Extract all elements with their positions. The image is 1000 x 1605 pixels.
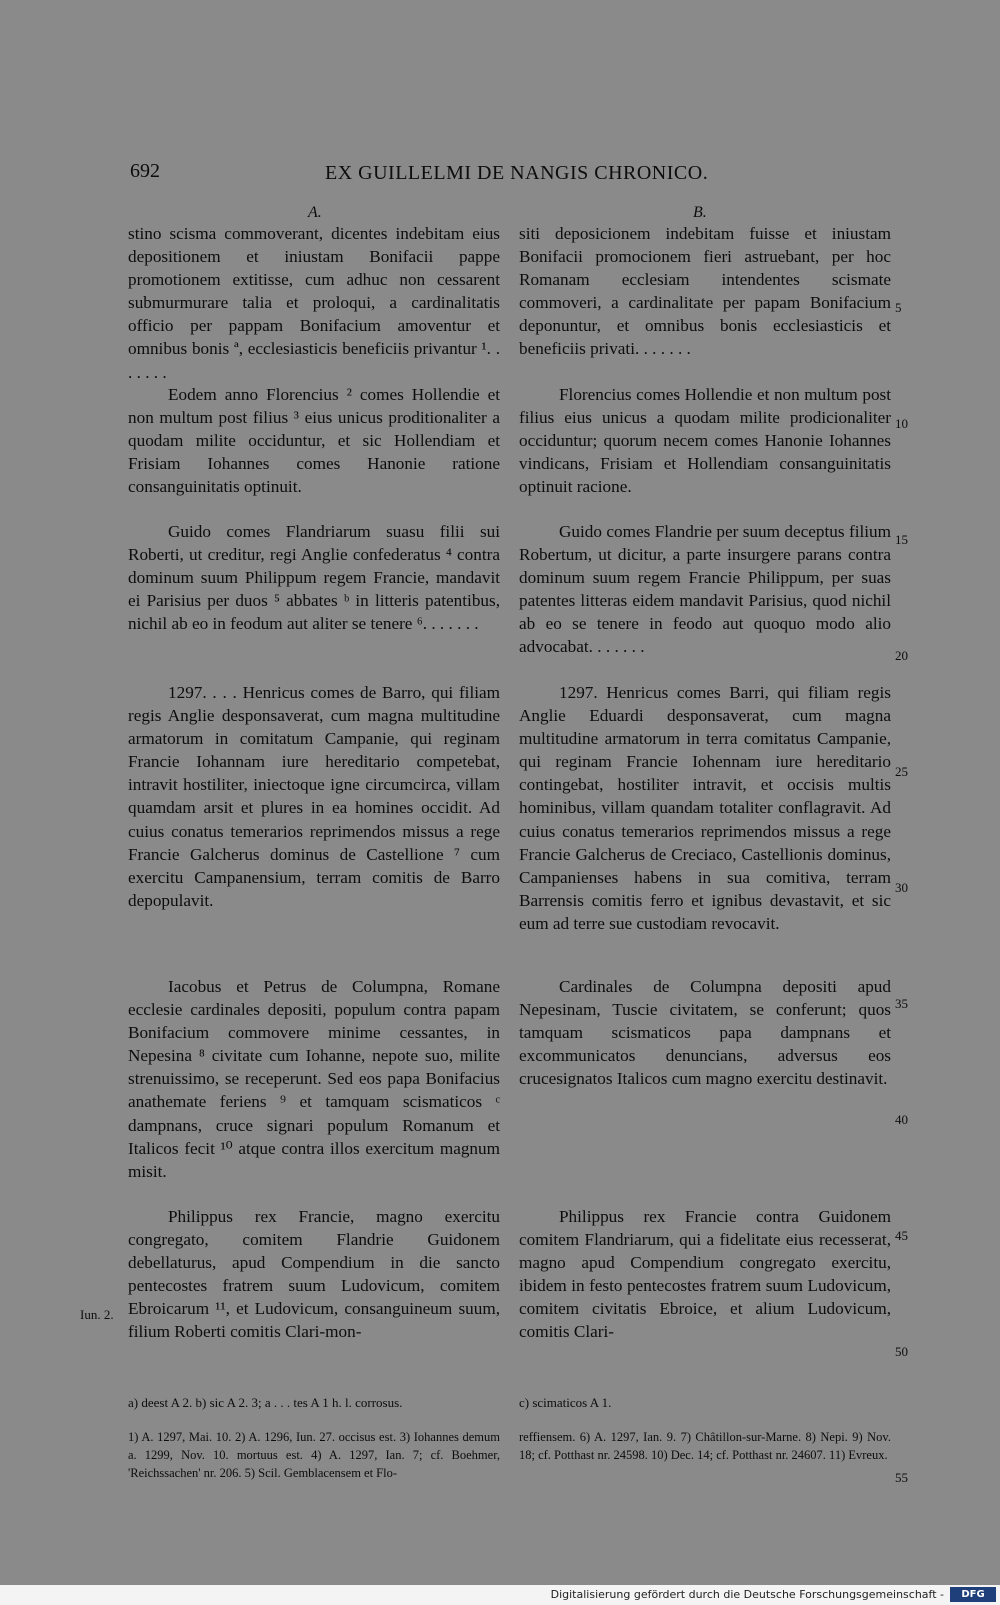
col-a-paragraph: Iacobus et Petrus de Columpna, Romane ecclesie cardinales depositi, populum contra papam Bonifacium commovere minime cessantes, in Nepesina ⁸ civitate cum Iohanne, nepote suo, milite strenuissimo, se receperunt. Sed eos papa Bonifacius anathemate feriens ⁹ et tamquam scismaticos ᶜ dampnans, cruce signari populum Romanum et Italicos fecit ¹⁰ atque contra illos exercitum magnum misit. bbox=[128, 977, 500, 1181]
col-b-paragraph: 1297. Henricus comes Barri, qui filiam regis Anglie Eduardi desponsaverat, cum magna multitudine armatorum in terra comitatus Campanie, qui reginam Francie Iohennam iure hereditario contingebat, hostiliter intravit, et occisis multis hominibus, villam quandam totaliter conflagravit. Ad cuius conatus temerarios reprimendos missus a rege Francie Galcherus de Creciaco, Castellionis dominus, Campanienses habens in sua comitiva, terram Barrensis comitis ferro et ignibus devastavit, et sic eum ad terre sue custodiam revocavit. bbox=[519, 683, 891, 933]
col-a-paragraph: Eodem anno Florencius ² comes Hollendie et non multum post filius ³ eius unicus proditionaliter a quodam milite occiduntur, et sic Hollendiam et Frisiam Iohannes comes Hanonie ratione consanguinitatis optinuit. bbox=[128, 385, 500, 497]
column-b-label: B. bbox=[693, 204, 707, 221]
line-number: 35 bbox=[895, 996, 908, 1011]
critical-notes-a: a) deest A 2. b) sic A 2. 3; a . . . tes A 1 h. l. corrosus. bbox=[128, 1395, 403, 1410]
funding-credit: Digitalisierung gefördert durch die Deutsche Forschungsgemeinschaft - bbox=[550, 1588, 944, 1601]
col-a-paragraph: Guido comes Flandriarum suasu filii sui Roberti, ut creditur, regi Anglie confederatus ⁴ contra dominum suum Philippum regem Francie, mandavit ei Parisius per duos ⁵ abbates ᵇ in litteris patentibus, nichil ab eo in feodum aut aliter se tenere ⁶. . . . . . . bbox=[128, 522, 500, 634]
line-number: 50 bbox=[895, 1344, 908, 1359]
dfg-logo: DFG bbox=[950, 1587, 996, 1602]
line-number: 25 bbox=[895, 764, 908, 779]
critical-notes-b: c) scimaticos A 1. bbox=[519, 1395, 612, 1410]
col-b-paragraph: Florencius comes Hollendie et non multum post filius eius unicus a quodam milite prodicionaliter occiduntur; quorum necem comes Hanonie Iohannes vindicans, Frisiam et Hollendiam consanguinitatis optinuit racione. bbox=[519, 385, 891, 497]
col-b-paragraph: siti deposicionem indebitam fuisse et iniustam Bonifacii promocionem fieri astruebant, per hoc Romanam ecclesiam intendentes scismate commoveri, a cardinalitate per papam Bonifacium deponuntur, et omnibus bonis ecclesiasticis et beneficiis privati. . . . . . . bbox=[519, 224, 891, 359]
line-number: 45 bbox=[895, 1228, 908, 1243]
col-b-paragraph: Philippus rex Francie contra Guidonem comitem Flandriarum, qui a fidelitate eius recesserat, magno apud Compendium congregato exercitu, ibidem in festo pentecostes fratrem suum Ludovicum, comitem civitatis Ebroice, et alium Ludovicum, comitis Clari- bbox=[519, 1207, 891, 1342]
line-number: 20 bbox=[895, 648, 908, 663]
col-a-paragraph: stino scisma commoverant, dicentes indebitam eius depositionem et iniustam Bonifacii pappe promotionem extitisse, cum adhuc non cessarent submurmurare talia et proloqui, a cardinalitatis officio per pappam Bonifacium amoventur et omnibus bonis ª, ecclesiasticis beneficiis privantur ¹. . . . . . . bbox=[128, 224, 500, 382]
line-number: 15 bbox=[895, 532, 908, 547]
footnotes-right: reffiensem. 6) A. 1297, Ian. 9. 7) Châtillon-sur-Marne. 8) Nepi. 9) Nov. 18; cf. Potthast nr. 24598. 10) Dec. 14; cf. Potthast nr. 24607. 11) Evreux. bbox=[519, 1430, 891, 1462]
col-b-paragraph: Guido comes Flandrie per suum deceptus filium Robertum, ut dicitur, a parte insurgere parans contra dominum suum regem Francie Philippum, per suas patentes litteras eidem mandavit Parisius, quod nichil ab eo se tenere in feodo aut quoquo modo alio advocabat. . . . . . . bbox=[519, 522, 891, 657]
page-number: 692 bbox=[130, 160, 160, 182]
column-a-label: A. bbox=[308, 204, 322, 221]
col-a-paragraph: Philippus rex Francie, magno exercitu congregato, comitem Flandrie Guidonem debellaturus, apud Compendium in die sancto pentecostes fratrem suum Ludovicum, comitem Ebroicarum ¹¹, et Ludovicum, consanguineum suum, filium Roberti comitis Clari-mon- bbox=[128, 1207, 500, 1342]
line-number: 55 bbox=[895, 1470, 908, 1485]
running-title: EX GUILLELMI DE NANGIS CHRONICO. bbox=[325, 162, 709, 184]
col-a-paragraph: 1297. . . . Henricus comes de Barro, qui filiam regis Anglie desponsaverat, cum magna multitudine armatorum in comitatum Campanie, qui reginam Francie Iohannam iure hereditario competebat, intravit hostiliter, iniectoque igne circumcirca, villam quamdam arsit et plures in ea homines occidit. Ad cuius conatus temerarios reprimendos missus a rege Francie Galcherus dominus de Castellione ⁷ cum exercitu Campanensium, terram comitis de Barro depopulavit. bbox=[128, 683, 500, 910]
line-number: 40 bbox=[895, 1112, 908, 1127]
footnotes-left: 1) A. 1297, Mai. 10. 2) A. 1296, Iun. 27. occisus est. 3) Iohannes demum a. 1299, Nov. 10. mortuus est. 4) A. 1297, Ian. 7; cf. Boehmer, 'Reichssachen' nr. 206. 5) Scil. Gemblacensem et Flo- bbox=[128, 1430, 500, 1480]
col-b-paragraph: Cardinales de Columpna depositi apud Nepesinam, Tuscie civitatem, se conferunt; quos tamquam scismaticos papa dampnans et excommunicatos denuncians, adversus eos crucesignatos Italicos cum magno exercitu destinavit. bbox=[519, 977, 891, 1089]
line-number: 5 bbox=[895, 300, 902, 315]
line-number: 10 bbox=[895, 416, 908, 431]
line-number: 30 bbox=[895, 880, 908, 895]
margin-date: Iun. 2. bbox=[80, 1307, 114, 1322]
